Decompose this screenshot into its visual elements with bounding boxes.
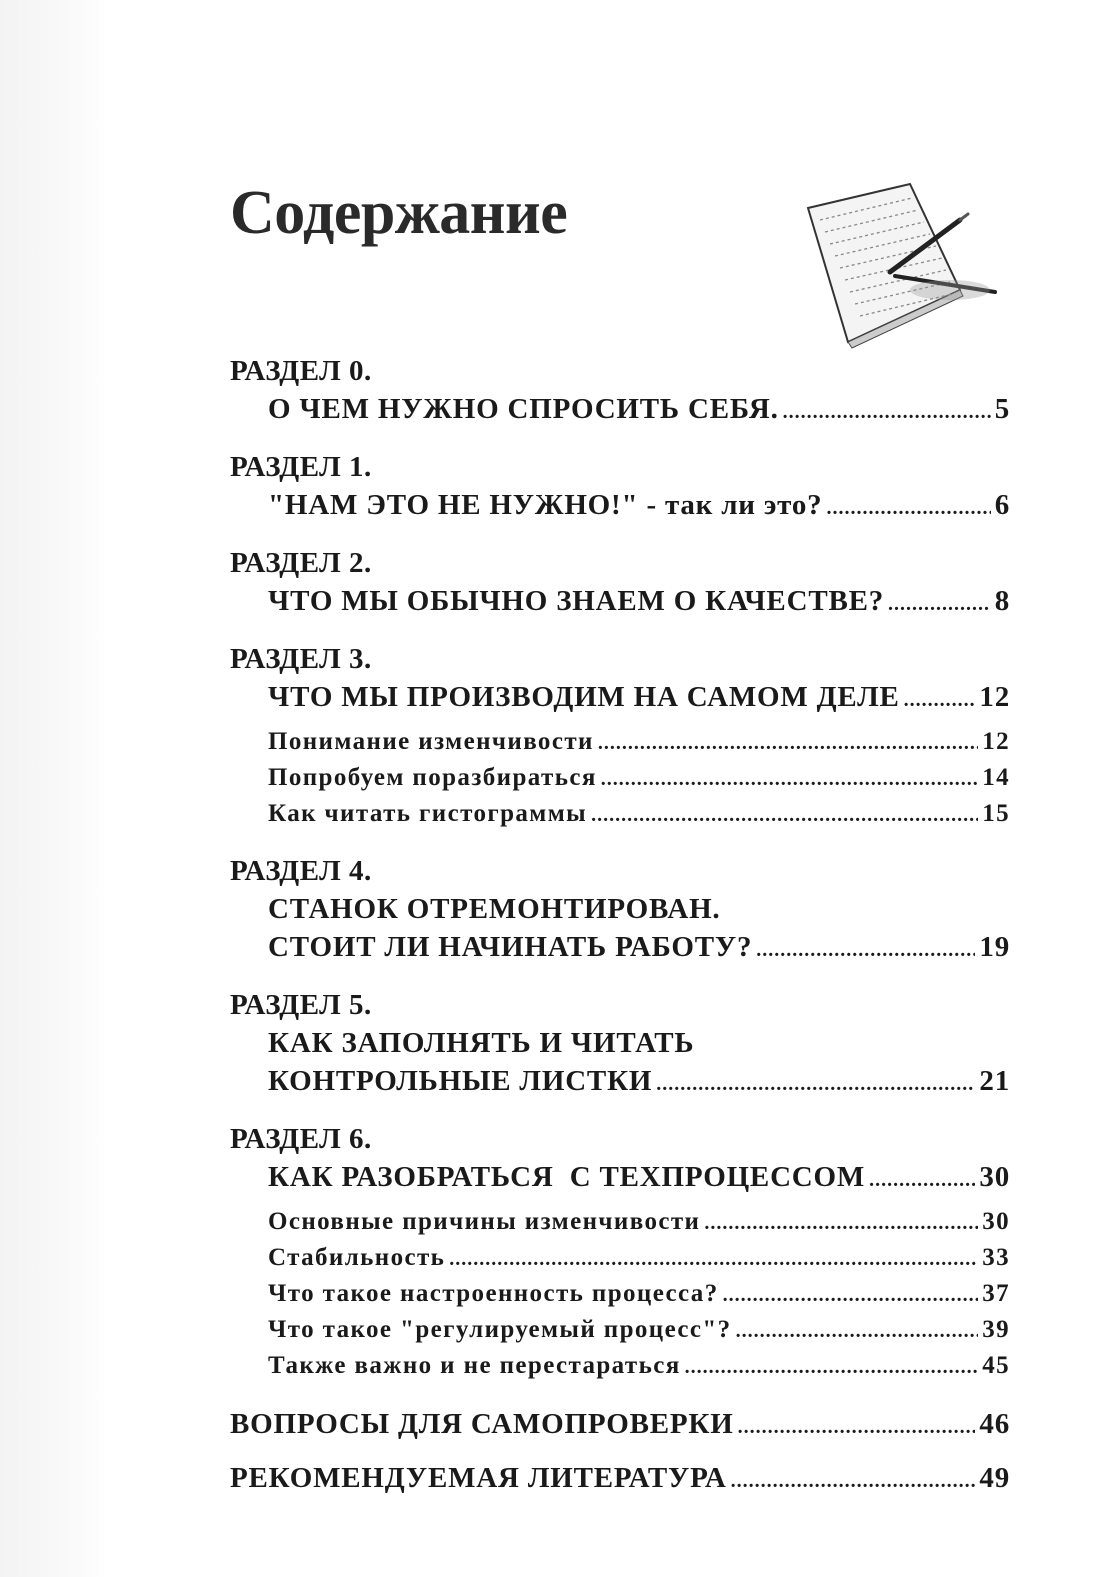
page-number: 14 [982,764,1010,791]
page-number: 33 [982,1244,1010,1271]
entry-title: О ЧЕМ НУЖНО СПРОСИТЬ СЕБЯ. [268,393,779,425]
toc-subentry[interactable] [230,1276,1010,1312]
section-label: РАЗДЕЛ 6. [230,1123,372,1155]
page-number: 49 [979,1462,1010,1494]
dot-leader [598,725,978,761]
entry-title: СТОИТ ЛИ НАЧИНАТЬ РАБОТУ? [268,931,753,963]
dot-leader [601,761,978,797]
dot-leader [656,1065,975,1103]
page-number: 8 [994,585,1010,617]
dot-leader [826,489,990,527]
page-number: 15 [982,800,1010,827]
page-number: 39 [982,1316,1010,1343]
page-number: 21 [979,1065,1010,1097]
entry-title-line: КАК ЗАПОЛНЯТЬ И ЧИТАТЬ [268,1027,695,1059]
toc-entry[interactable] [230,678,1010,716]
section-label: РАЗДЕЛ 5. [230,989,372,1021]
page-number: 12 [982,728,1010,755]
entry-title: "НАМ ЭТО НЕ НУЖНО!" - так ли это? [268,489,823,521]
toc-subentry[interactable] [230,1240,1010,1276]
page-number: 45 [982,1352,1010,1379]
notepad-with-pen-icon [800,180,1000,355]
dot-leader [888,585,991,623]
dot-leader [723,1277,979,1313]
dot-leader [783,393,991,431]
entry-title: ЧТО МЫ ОБЫЧНО ЗНАЕМ О КАЧЕСТВЕ? [268,585,885,617]
dot-leader [449,1241,978,1277]
page-number: 37 [982,1280,1010,1307]
toc-subentry[interactable] [230,724,1010,760]
dot-leader [731,1461,976,1501]
toc-subentry[interactable] [230,1348,1010,1384]
subentry-title: Основные причины изменчивости [268,1208,701,1235]
toc-section-4 [230,852,1010,966]
page-number: 30 [982,1208,1010,1235]
toc-subentry[interactable] [230,796,1010,832]
toc-entry[interactable] [230,390,1010,428]
dot-leader [756,931,975,969]
dot-leader [736,1313,979,1349]
dot-leader [685,1349,979,1385]
toc-section-0 [230,352,1010,428]
entry-title: ВОПРОСЫ ДЛЯ САМОПРОВЕРКИ [230,1408,734,1440]
dot-leader [904,681,976,719]
section-label: РАЗДЕЛ 2. [230,547,372,579]
table-of-contents [230,352,1010,1512]
page-gutter [0,0,108,1577]
entry-title: ЧТО МЫ ПРОИЗВОДИМ НА САМОМ ДЕЛЕ [268,681,900,713]
subentry-title: Что такое "регулируемый процесс"? [268,1316,732,1343]
entry-title: РЕКОМЕНДУЕМАЯ ЛИТЕРАТУРА [230,1462,727,1494]
subentry-title: Также важно и не перестараться [268,1352,681,1379]
toc-subentry[interactable] [230,1312,1010,1348]
page-number: 12 [979,681,1010,713]
subentry-title: Что такое настроенность процесса? [268,1280,719,1307]
section-label: РАЗДЕЛ 3. [230,643,372,675]
toc-entry[interactable] [230,486,1010,524]
dot-leader [591,797,978,833]
page-number: 30 [979,1161,1010,1193]
toc-section-6 [230,1120,1010,1384]
entry-title-line: СТАНОК ОТРЕМОНТИРОВАН. [268,893,721,925]
toc-entry[interactable] [230,1158,1010,1196]
dot-leader [869,1161,975,1199]
page-number: 5 [994,393,1010,425]
subentry-title: Попробуем поразбираться [268,764,597,791]
section-label: РАЗДЕЛ 1. [230,451,372,483]
page-number: 19 [979,931,1010,963]
toc-entry[interactable] [230,582,1010,620]
page-number: 46 [979,1408,1010,1440]
toc-section-2 [230,544,1010,620]
entry-title: КАК РАЗОБРАТЬСЯ С ТЕХПРОЦЕССОМ [268,1161,866,1193]
toc-section-1 [230,448,1010,524]
dot-leader [738,1407,976,1447]
page-title: Содержание [230,179,568,247]
section-label: РАЗДЕЛ 4. [230,855,372,887]
toc-entry-literature[interactable] [230,1458,1010,1498]
entry-title: КОНТРОЛЬНЫЕ ЛИСТКИ [268,1065,653,1097]
toc-section-5 [230,986,1010,1100]
toc-entry-questions[interactable] [230,1404,1010,1444]
toc-section-3 [230,640,1010,832]
section-label: РАЗДЕЛ 0. [230,355,372,387]
subentry-title: Стабильность [268,1244,446,1271]
toc-entry[interactable] [230,928,1010,966]
subentry-title: Понимание изменчивости [268,728,594,755]
subentry-title: Как читать гистограммы [268,800,588,827]
toc-entry[interactable] [230,1062,1010,1100]
toc-subentry[interactable] [230,1204,1010,1240]
dot-leader [704,1205,978,1241]
toc-subentry[interactable] [230,760,1010,796]
page-number: 6 [994,489,1010,521]
